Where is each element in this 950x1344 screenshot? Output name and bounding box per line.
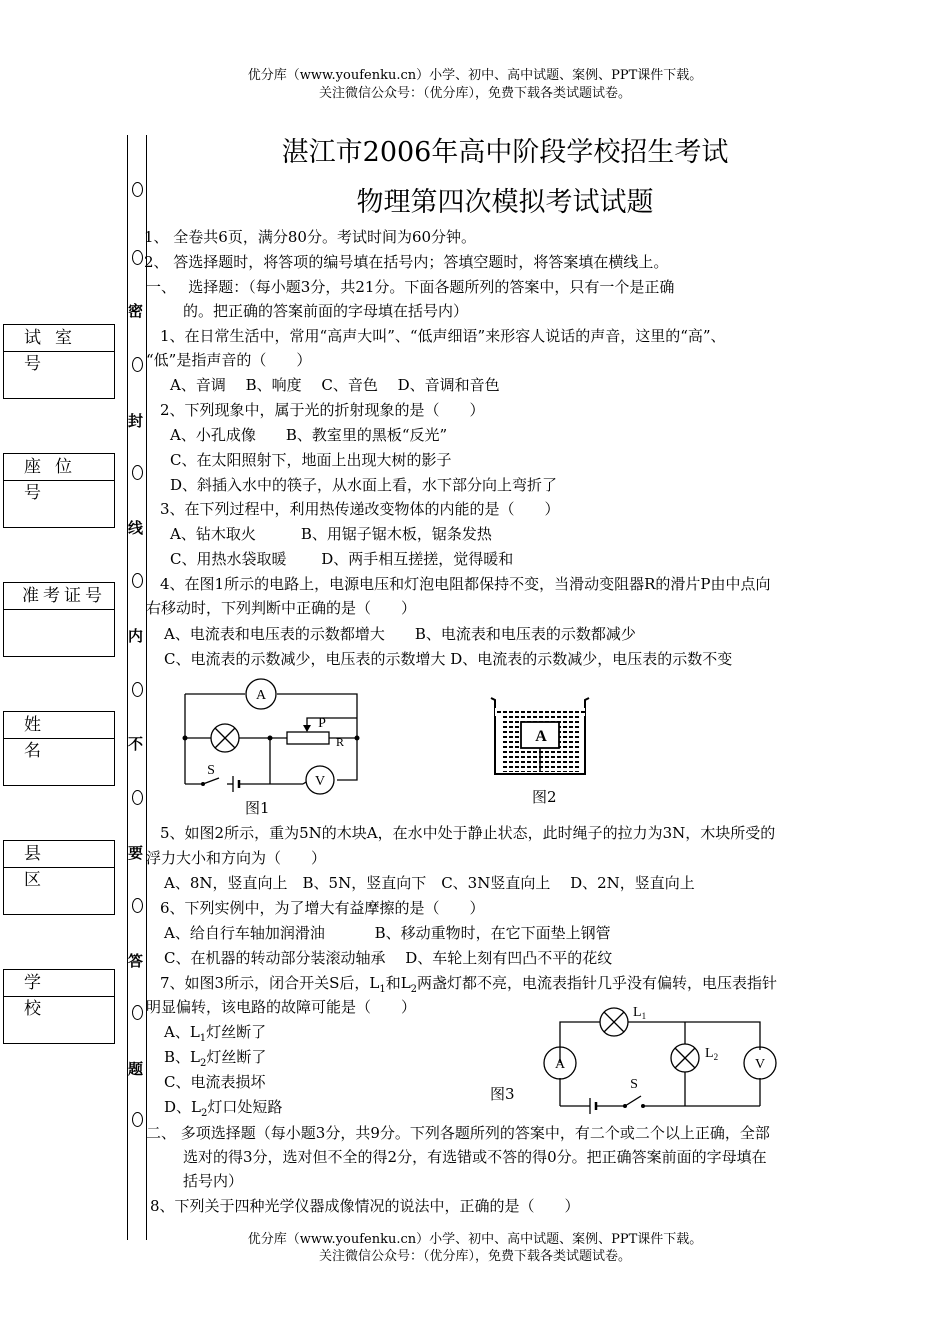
- q8-stem: 8、下列关于四种光学仪器成像情况的说法中，正确的是（ ）: [150, 1197, 580, 1215]
- seal-char: 不: [128, 735, 144, 753]
- block-label: A: [535, 728, 547, 745]
- q7-stem: 7、如图3所示，闭合开关S后，$L_1$和$L_2$两盏灯都不亮，电流表指针几乎没有偏转，电压表指针: [160, 974, 778, 995]
- switch-label: S: [630, 1077, 638, 1092]
- section-2-heading: 二、 多项选择题（每小题3分，共9分。下列各题所列的答案中，有二个或二个以上正确，全部: [146, 1124, 770, 1142]
- q7-option-d: D、$L_2$灯口处短路: [164, 1098, 283, 1119]
- exam-room-label: 试室号: [4, 325, 114, 352]
- seal-circle: [132, 898, 143, 913]
- exam-room-field[interactable]: [3, 324, 115, 399]
- seal-circle: [132, 250, 143, 265]
- lamp-l2-label: $L_2$: [705, 1046, 719, 1062]
- figure-3-circuit: [535, 1000, 785, 1120]
- q5-options: A、8N，竖直向上 B、5N，竖直向下 C、3N竖直向上 D、2N，竖直向上: [164, 874, 695, 892]
- figure-1-circuit: [175, 678, 375, 818]
- q7-option-a: A、$L_1$灯丝断了: [164, 1023, 267, 1044]
- figure-2-beaker: [485, 690, 595, 785]
- seal-circle: [132, 682, 143, 697]
- figure-2-caption: 图2: [532, 788, 557, 806]
- slider-wire: [307, 718, 357, 731]
- switch-label: S: [207, 763, 215, 778]
- name-label: 姓名: [4, 712, 114, 739]
- seat-number-field[interactable]: [3, 453, 115, 528]
- seal-char: 答: [128, 952, 144, 970]
- seal-circle: [132, 1005, 143, 1020]
- switch-terminal: [201, 782, 205, 786]
- q3-options-ab: A、钻木取火 B、用锯子锯木板，锯条发热: [170, 525, 492, 543]
- water-surface: [495, 708, 585, 716]
- voltmeter-label: V: [754, 1057, 766, 1072]
- q6-options-cd: C、在机器的转动部分装滚动轴承 D、车轮上刻有凹凸不平的花纹: [164, 949, 613, 967]
- county-label: 县区: [4, 841, 114, 868]
- q4-options-cd: C、电流表的示数减少，电压表的示数增大 D、电流表的示数减少，电压表的示数不变: [164, 650, 733, 668]
- q2-stem: 2、下列现象中，属于光的折射现象的是（ ）: [160, 401, 485, 419]
- name-field[interactable]: [3, 711, 115, 786]
- q2-options-ab: A、小孔成像 B、教室里的黑板“反光”: [170, 426, 448, 444]
- slider-arrow: [303, 725, 311, 732]
- seal-circle: [132, 790, 143, 805]
- junction: [183, 736, 188, 741]
- ammeter-label: A: [255, 688, 267, 703]
- seal-char: 封: [128, 412, 144, 430]
- seal-circle: [132, 573, 143, 588]
- seal-circle: [132, 357, 143, 372]
- footer-line-2: 关注微信公众号：（优分库），免费下载各类试题试卷。: [318, 1249, 631, 1264]
- seal-char: 内: [128, 627, 144, 645]
- q7-stem-cont: 明显偏转，该电路的故障可能是（ ）: [146, 998, 417, 1016]
- q3-stem: 3、在下列过程中，利用热传递改变物体的内能的是（ ）: [160, 500, 560, 518]
- switch-terminal: [623, 1104, 627, 1108]
- county-field[interactable]: [3, 840, 115, 915]
- seal-char: 线: [128, 519, 144, 537]
- wire: [277, 694, 357, 780]
- section-1-heading: 一、 选择题：（每小题3分，共21分。下面各题所列的答案中，只有一个是正确: [146, 278, 675, 296]
- switch-blade: [203, 778, 219, 784]
- q2-option-d: D、斜插入水中的筷子，从水面上看，水下部分向上弯折了: [170, 476, 558, 494]
- page-subtitle: 物理第四次模拟考试试题: [356, 187, 654, 218]
- admission-number-field[interactable]: [3, 582, 115, 657]
- q4-stem: 4、在图1所示的电路上，电源电压和灯泡电阻都保持不变，当滑动变阻器R的滑片P由中点向: [160, 575, 771, 593]
- school-label: 学校: [4, 970, 114, 997]
- seal-char: 题: [128, 1060, 144, 1078]
- voltmeter-label: V: [314, 774, 326, 789]
- q7-option-c: C、电流表损坏: [164, 1073, 266, 1091]
- ammeter-label: A: [554, 1057, 566, 1072]
- q6-stem: 6、下列实例中，为了增大有益摩擦的是（ ）: [160, 899, 485, 917]
- q1-stem: 1、在日常生活中，常用“高声大叫”、“低声细语”来形容人说话的声音，这里的“高”、: [160, 327, 726, 345]
- q5-stem: 5、如图2所示，重为5N的木块A，在水中处于静止状态，此时绳子的拉力为3N，木块所受的: [160, 824, 776, 842]
- q3-options-cd: C、用热水袋取暖 D、两手相互搓搓，觉得暖和: [170, 550, 514, 568]
- note-2: 2、 答选择题时，将答项的编号填在括号内；答填空题时，将答案填在横线上。: [144, 253, 669, 271]
- wire: [560, 1022, 600, 1063]
- seal-char: 密: [128, 302, 144, 320]
- page-title: 湛江市2006年高中阶段学校招生考试: [281, 137, 729, 168]
- wire: [628, 1022, 760, 1050]
- q4-options-ab: A、电流表和电压表的示数都增大 B、电流表和电压表的示数都减少: [164, 625, 636, 643]
- switch-terminal: [641, 1104, 645, 1108]
- seal-circle: [132, 1112, 143, 1127]
- q1-options: A、音调 B、响度 C、音色 D、音调和音色: [170, 376, 500, 394]
- figure-1-caption: 图1: [245, 799, 270, 817]
- figure-3-caption: 图3: [490, 1085, 515, 1103]
- junction: [355, 736, 360, 741]
- seat-number-label: 座位号: [4, 454, 114, 481]
- lamp-l1-label: $L_1$: [633, 1005, 647, 1021]
- admission-number-label: 准考证号: [4, 583, 114, 610]
- rheostat-label: R: [335, 735, 345, 749]
- slider-label: P: [318, 716, 326, 731]
- note-1: 1、 全卷共6页，满分80分。考试时间为60分钟。: [144, 228, 477, 246]
- seal-char: 要: [128, 844, 144, 862]
- seal-circle: [132, 465, 143, 480]
- junction: [268, 736, 273, 741]
- rheostat: [287, 732, 329, 744]
- header-line-1: 优分库（www.youfenku.cn）小学、初中、高中试题、案例、PPT课件下载。: [247, 68, 703, 83]
- q2-option-c: C、在太阳照射下，地面上出现大树的影子: [170, 451, 452, 469]
- section-2-heading-cont: 选对的得3分，选对但不全的得2分，有选错或不答的得0分。把正确答案前面的字母填在: [183, 1148, 767, 1166]
- q1-stem-cont: “低”是指声音的（ ）: [146, 351, 312, 369]
- q7-option-b: B、$L_2$灯丝断了: [164, 1048, 267, 1069]
- q6-options-ab: A、给自行车轴加润滑油 B、移动重物时，在它下面垫上钢管: [164, 924, 611, 942]
- q5-stem-cont: 浮力大小和方向为（ ）: [146, 849, 327, 867]
- wire: [303, 782, 306, 784]
- school-field[interactable]: [3, 969, 115, 1044]
- footer-line-1: 优分库（www.youfenku.cn）小学、初中、高中试题、案例、PPT课件下载。: [247, 1232, 703, 1247]
- switch-blade: [625, 1096, 641, 1106]
- header-line-2: 关注微信公众号：（优分库），免费下载各类试题试卷。: [318, 86, 631, 101]
- section-2-heading-cont2: 括号内）: [183, 1172, 244, 1190]
- section-1-heading-cont: 的。把正确的答案前面的字母填在括号内）: [183, 302, 469, 320]
- q4-stem-cont: 右移动时，下列判断中正确的是（ ）: [146, 599, 417, 617]
- margin-line-inner: [146, 135, 147, 1240]
